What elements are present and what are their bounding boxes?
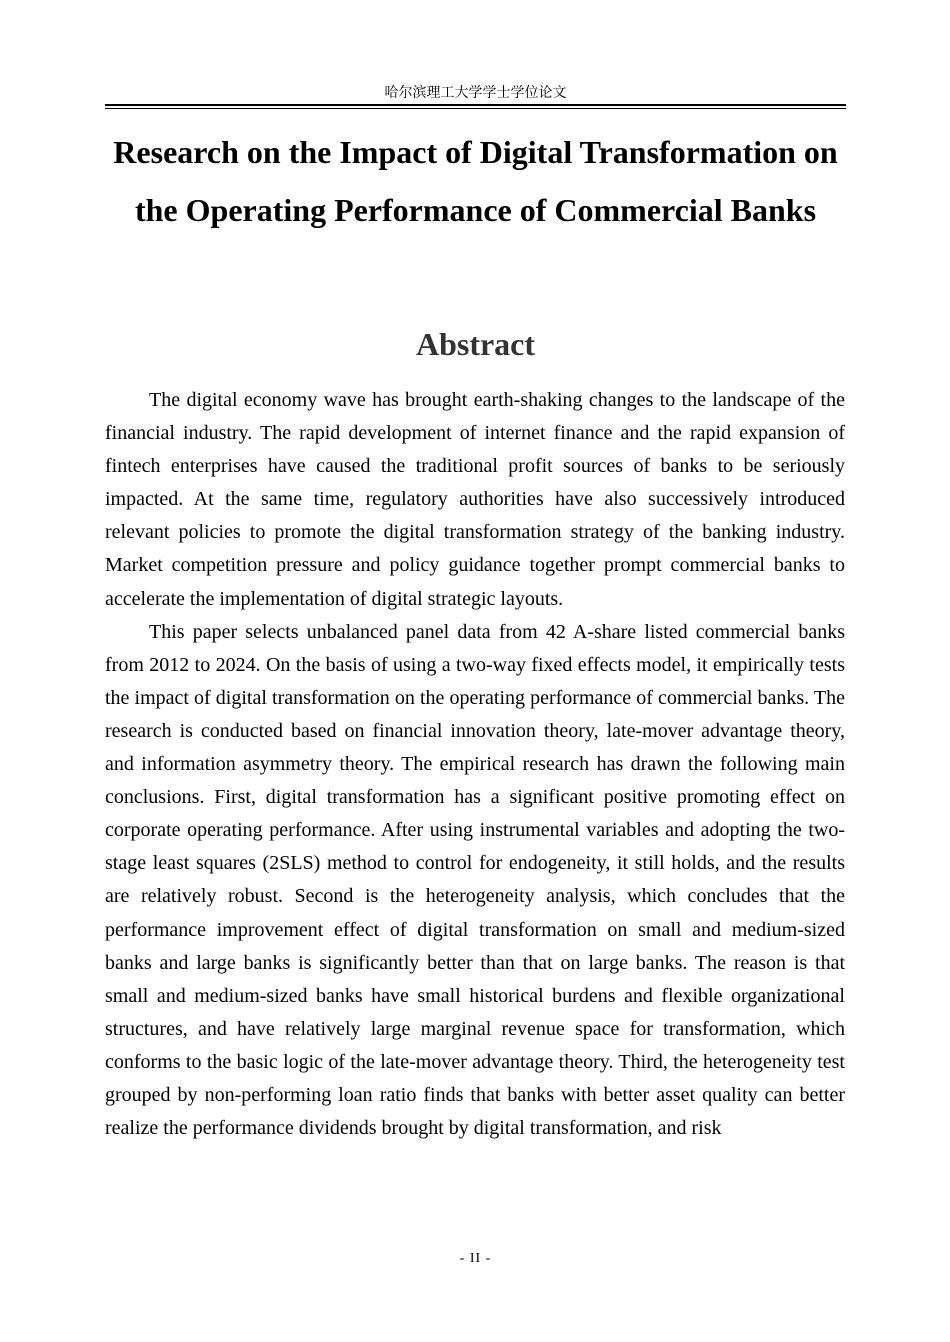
abstract-paragraph-2: This paper selects unbalanced panel data from 42 A-share listed commercial banks from 2012 to 2024. On the basis of using a two-way fixed effects model, it empirically tests the impact of digital transformation on the operating performance of commercial banks. The research is conducted based on financial innovation theory, late-mover advantage theory, and information asymmetry theory. The empirical research has drawn the following main conclusions. First, digital transformation has a significant positive promoting effect on corporate operating performance. After using instrumental variables and adopting the two-stage least squares (2SLS) method to control for endogeneity, it still holds, and the results are relatively robust. Second is the heterogeneity analysis, which concludes that the performance improvement effect of digital transformation on small and medium-sized banks and large banks is significantly better than that on large banks. The reason is that small and medium-sized banks have small historical burdens and flexible organizational structures, and have relatively large marginal revenue space for transformation, which conforms to the basic logic of the late-mover advantage theory. Third, the heterogeneity test grouped by non-performing loan ratio finds that banks with better asset quality can better realize the performance dividends brought by digital transformation, and risk <box>105 620 845 1140</box>
abstract-heading: Abstract <box>415 326 536 362</box>
header-rule-thin <box>105 108 846 109</box>
paper-title: Research on the Impact of Digital Transformation on the Operating Performance of Commercial Banks <box>113 134 838 228</box>
page-number: - II - <box>459 1251 492 1266</box>
abstract-body <box>105 384 845 1145</box>
header-rule-thick <box>105 104 846 106</box>
abstract-paragraph-1: The digital economy wave has brought earth-shaking changes to the landscape of the financial industry. The rapid development of internet finance and the rapid expansion of fintech enterprises have caused the traditional profit sources of banks to be seriously impacted. At the same time, regulatory authorities have also successively introduced relevant policies to promote the digital transformation strategy of the banking industry. Market competition pressure and policy guidance together prompt commercial banks to accelerate the implementation of digital strategic layouts. <box>105 389 845 610</box>
running-header: 哈尔滨理工大学学士学位论文 <box>384 85 567 101</box>
